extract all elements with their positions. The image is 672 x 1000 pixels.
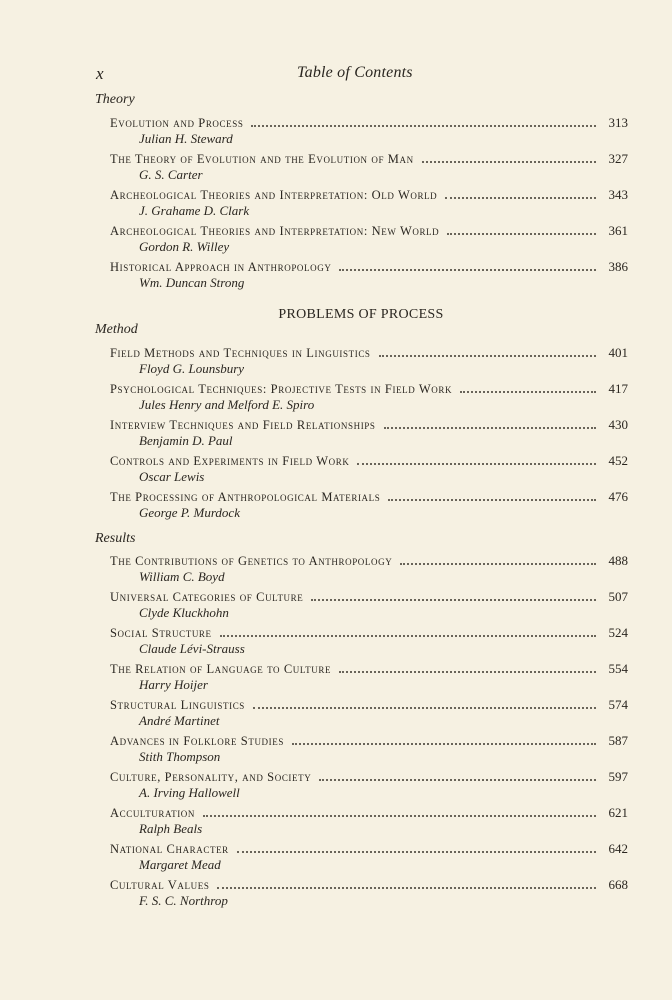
entry-title: Evolution and Process — [110, 116, 244, 130]
entry-author: Ralph Beals — [139, 821, 203, 836]
entry-title: National Character — [110, 842, 229, 856]
dot-leader — [445, 196, 596, 199]
entry-page-number: 587 — [608, 733, 628, 748]
page-folio: x — [96, 64, 104, 83]
toc-entry — [110, 381, 628, 413]
entry-page-number: 327 — [608, 151, 628, 166]
entry-title: Structural Linguistics — [110, 698, 245, 712]
entry-author: Oscar Lewis — [139, 469, 205, 484]
toc-entry — [110, 661, 628, 693]
dot-leader — [400, 562, 596, 565]
dot-leader — [384, 426, 596, 429]
dot-leader — [379, 354, 596, 357]
entry-title: Historical Approach in Anthropology — [110, 260, 332, 274]
toc-entry — [110, 733, 628, 765]
entry-author: Harry Hoijer — [139, 677, 208, 692]
entry-title: Acculturation — [110, 806, 195, 820]
entry-title: Culture, Personality, and Society — [110, 770, 312, 784]
entry-page-number: 417 — [608, 381, 628, 396]
entry-page-number: 597 — [608, 769, 628, 784]
section-heading-method: Method — [95, 322, 138, 337]
dot-leader — [292, 742, 596, 745]
entry-page-number: 507 — [608, 589, 628, 604]
dot-leader — [339, 268, 596, 271]
entry-author: F. S. C. Northrop — [139, 893, 228, 908]
dot-leader — [217, 886, 596, 889]
toc-entry — [110, 259, 628, 291]
toc-entry — [110, 877, 628, 909]
dot-leader — [388, 498, 596, 501]
running-title: Table of Contents — [297, 64, 413, 81]
entry-page-number: 524 — [608, 625, 628, 640]
entry-author: George P. Murdock — [139, 505, 240, 520]
entry-author: Jules Henry and Melford E. Spiro — [139, 397, 315, 412]
entry-title: Psychological Techniques: Projective Tests in Field Work — [110, 382, 453, 396]
toc-entry — [110, 151, 628, 183]
entry-author: J. Grahame D. Clark — [139, 203, 250, 218]
entry-author: Clyde Kluckhohn — [139, 605, 229, 620]
entry-author: William C. Boyd — [139, 569, 225, 584]
entry-title: Controls and Experiments in Field Work — [110, 454, 350, 468]
toc-entry — [110, 345, 628, 377]
entry-author: G. S. Carter — [139, 167, 203, 182]
dot-leader — [422, 160, 596, 163]
entry-author: Floyd G. Lounsbury — [139, 361, 245, 376]
entry-author: André Martinet — [139, 713, 220, 728]
toc-entry — [110, 769, 628, 801]
entry-title: The Theory of Evolution and the Evolution of Man — [110, 152, 414, 166]
entry-page-number: 430 — [608, 417, 628, 432]
dot-leader — [251, 124, 596, 127]
entry-title: Interview Techniques and Field Relationships — [110, 418, 376, 432]
entry-title: Archeological Theories and Interpretation: Old World — [110, 188, 438, 202]
dot-leader — [339, 670, 596, 673]
toc-entry — [110, 115, 628, 147]
toc-entry — [110, 223, 628, 255]
entry-title: Social Structure — [110, 626, 212, 640]
entry-page-number: 452 — [608, 453, 628, 468]
entry-page-number: 642 — [608, 841, 628, 856]
dot-leader — [220, 634, 596, 637]
entry-page-number: 554 — [608, 661, 628, 676]
entry-title: The Processing of Anthropological Materials — [110, 490, 381, 504]
entry-page-number: 621 — [608, 805, 628, 820]
dot-leader — [460, 390, 596, 393]
toc-entry — [110, 697, 628, 729]
entry-title: The Contributions of Genetics to Anthropology — [110, 554, 393, 568]
entry-page-number: 313 — [608, 115, 628, 130]
entry-title: Archeological Theories and Interpretation: New World — [110, 224, 440, 238]
dot-leader — [319, 778, 596, 781]
dot-leader — [203, 814, 596, 817]
dot-leader — [311, 598, 596, 601]
entry-author: Claude Lévi-Strauss — [139, 641, 245, 656]
entry-author: Gordon R. Willey — [139, 239, 230, 254]
section-heading-results: Results — [95, 531, 136, 546]
entry-page-number: 574 — [608, 697, 628, 712]
dot-leader — [357, 462, 596, 465]
entry-title: Field Methods and Techniques in Linguistics — [110, 346, 371, 360]
entry-author: Julian H. Steward — [139, 131, 233, 146]
toc-entry — [110, 489, 628, 521]
toc-entry — [110, 187, 628, 219]
entry-page-number: 668 — [608, 877, 628, 892]
entry-title: Advances in Folklore Studies — [110, 734, 284, 748]
entry-author: Wm. Duncan Strong — [139, 275, 245, 290]
entry-page-number: 401 — [608, 345, 628, 360]
toc-entry — [110, 841, 628, 873]
toc-entry — [110, 805, 628, 837]
entry-page-number: 343 — [608, 187, 628, 202]
toc-entry — [110, 589, 628, 621]
toc-entry — [110, 553, 628, 585]
dot-leader — [447, 232, 596, 235]
toc-entry — [110, 417, 628, 449]
entry-author: Benjamin D. Paul — [139, 433, 233, 448]
entry-title: The Relation of Language to Culture — [110, 662, 332, 676]
entry-author: A. Irving Hallowell — [139, 785, 240, 800]
section-heading-theory: Theory — [95, 92, 135, 107]
part-heading: PROBLEMS OF PROCESS — [278, 307, 444, 322]
entry-page-number: 386 — [608, 259, 628, 274]
toc-entry — [110, 625, 628, 657]
entry-page-number: 361 — [608, 223, 628, 238]
entry-title: Universal Categories of Culture — [110, 590, 304, 604]
entry-author: Margaret Mead — [139, 857, 221, 872]
entry-title: Cultural Values — [110, 878, 210, 892]
dot-leader — [253, 706, 596, 709]
dot-leader — [237, 850, 596, 853]
toc-entry — [110, 453, 628, 485]
entry-page-number: 488 — [608, 553, 628, 568]
entry-page-number: 476 — [608, 489, 628, 504]
entry-author: Stith Thompson — [139, 749, 221, 764]
